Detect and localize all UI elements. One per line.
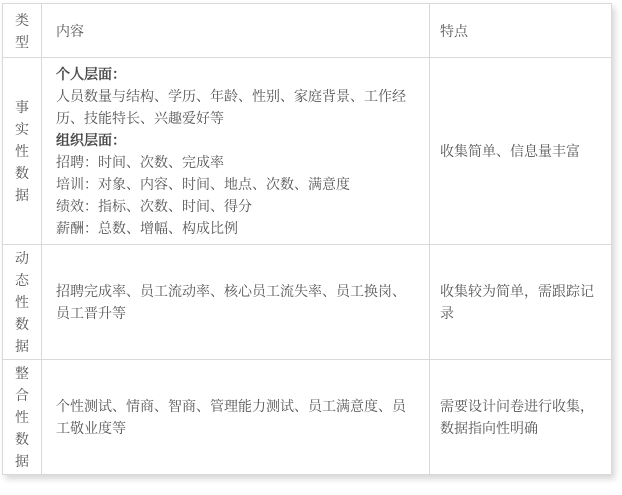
content-line: 个人层面：	[56, 66, 126, 82]
row-dynamic-type-cell	[3, 245, 42, 360]
row-integrated-content-cell	[42, 360, 430, 475]
content-line: 培训：对象、内容、时间、地点、次数、满意度	[56, 176, 350, 192]
table-row-dynamic-data	[3, 245, 612, 360]
header-cell-content	[42, 4, 430, 58]
row-integrated-feature-cell	[430, 360, 612, 475]
content-line: 薪酬：总数、增幅、构成比例	[56, 220, 238, 236]
row-dynamic-feature-cell	[430, 245, 612, 360]
header-cell-type	[3, 4, 42, 58]
content-line: 绩效：指标、次数、时间、得分	[56, 198, 252, 214]
content-line: 组织层面：	[56, 132, 126, 148]
header-row	[3, 4, 612, 58]
row-factual-content-cell	[42, 58, 430, 245]
feature-text: 收集较为简单，需跟踪记录	[440, 283, 594, 321]
content-line: 人员数量与结构、学历、年龄、性别、家庭背景、工作经历、技能特长、兴趣爱好等	[56, 88, 406, 126]
row-factual-type-label: 事实性数据	[15, 99, 29, 203]
header-content-label: 内容	[56, 22, 84, 39]
data-types-table	[2, 3, 612, 475]
content-line: 招聘：时间、次数、完成率	[56, 154, 224, 170]
header-cell-feature	[430, 4, 612, 58]
feature-text: 收集简单、信息量丰富	[440, 143, 580, 159]
header-type-label: 类型	[15, 11, 29, 50]
table-row-integrated-data	[3, 360, 612, 475]
row-dynamic-type-label: 动态性数据	[15, 250, 29, 354]
row-integrated-type-label: 整合性数据	[15, 365, 29, 469]
row-integrated-type-cell	[3, 360, 42, 475]
feature-text: 需要设计问卷进行收集，数据指向性明确	[440, 398, 594, 436]
header-feature-label: 特点	[440, 22, 468, 39]
row-factual-type-cell	[3, 58, 42, 245]
content-line: 招聘完成率、员工流动率、核心员工流失率、员工换岗、员工晋升等	[56, 283, 406, 321]
data-types-table-container	[2, 3, 612, 475]
row-dynamic-content-cell	[42, 245, 430, 360]
table-row-factual-data	[3, 58, 612, 245]
row-factual-feature-cell	[430, 58, 612, 245]
content-line: 个性测试、情商、智商、管理能力测试、员工满意度、员工敬业度等	[56, 398, 406, 436]
